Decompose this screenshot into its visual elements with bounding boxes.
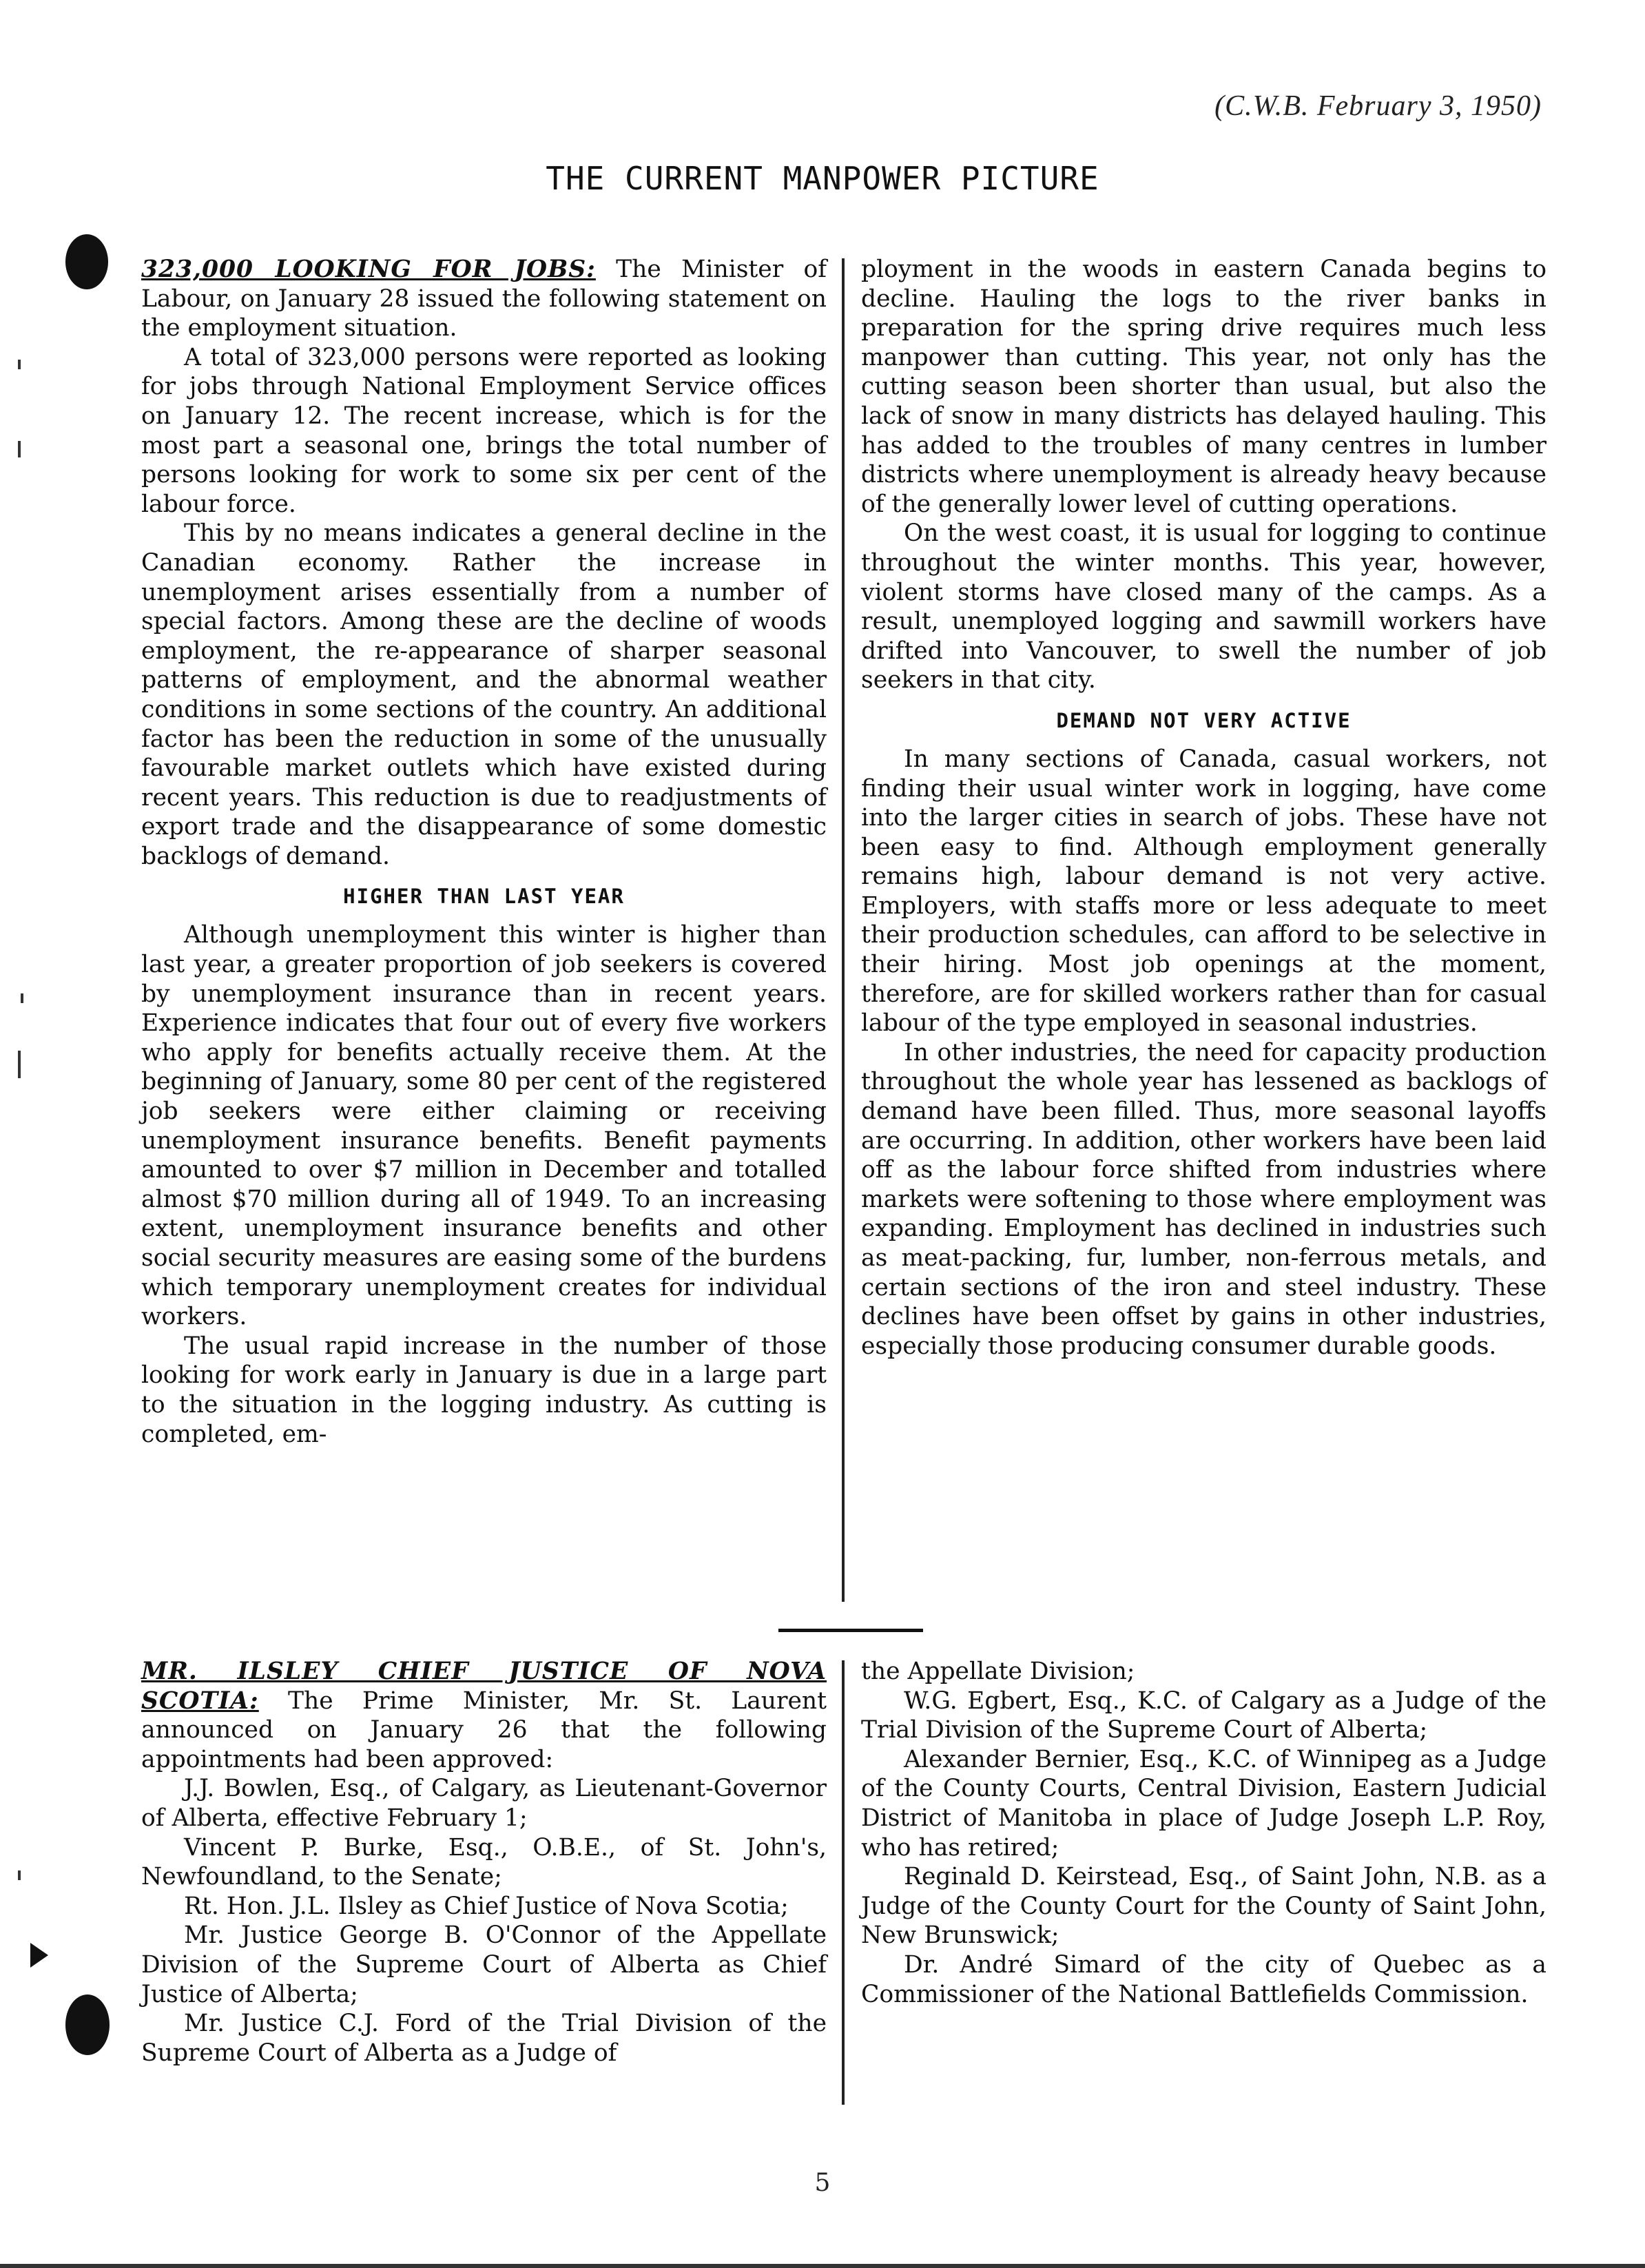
paragraph: This by no means indicates a general decline in the Canadian economy. Rather the increase in unemployment arises essentially from a number of special factors. Among these are the decline of woods employment, the re-appearance of sharper seasonal patterns of employment, and the abnormal weather conditions in some sections of the country. An additional factor has been the reduction in some of the unusually favourable market outlets which have existed during recent years. This reduction is due to readjustments of export trade and the disappearance of some domestic backlogs of demand.	[141, 519, 827, 870]
margin-tick	[21, 993, 23, 1003]
appointment-item: Vincent P. Burke, Esq., O.B.E., of St. John's, Newfoundland, to the Senate;	[141, 1833, 827, 1891]
column-rule-bottom	[842, 1660, 845, 2105]
article-appointments-right-column	[861, 1657, 1546, 2009]
paragraph: In many sections of Canada, casual workers, not finding their usual winter work in logging, have come into the larger cities in search of jobs. These have not been easy to find. Although employment generally remains high, labour demand is not very active. Employers, with staffs more or less adequate to meet their production schedules, can afford to be selective in their hiring. Most job openings at the moment, therefore, are for skilled workers rather than for casual labour of the type employed in seasonal industries.	[861, 745, 1546, 1038]
appointment-item: Dr. André Simard of the city of Quebec as a Commissioner of the National Battlefields Commission.	[861, 1950, 1546, 2008]
subheading-demand-not-very-active: DEMAND NOT VERY ACTIVE	[1056, 708, 1352, 732]
paragraph: ployment in the woods in eastern Canada begins to decline. Hauling the logs to the river banks in preparation for the spring drive requires much less manpower than cutting. This year, not only has the cutting season been shorter than usual, but also the lack of snow in many districts has delayed hauling. This has added to the troubles of many centres in lumber districts where unemployment is already heavy because of the generally lower level of cutting operations.	[861, 256, 1546, 518]
article-jobs-intro	[141, 255, 827, 343]
appointment-item: Mr. Justice George B. O'Connor of the Appellate Division of the Supreme Court of Alberta as Chief Justice of Alberta;	[141, 1921, 827, 2008]
article-jobs-lead: 323,000 LOOKING FOR JOBS:	[141, 256, 596, 283]
margin-tick	[18, 360, 21, 369]
article-appointments-intro	[141, 1657, 827, 1774]
appointment-item: W.G. Egbert, Esq., K.C. of Calgary as a Judge of the Trial Division of the Supreme Court of Alberta;	[861, 1687, 1546, 1744]
appointment-item: Reginald D. Keirstead, Esq., of Saint John, N.B. as a Judge of the County Court for the County of Saint John, New Brunswick;	[861, 1863, 1546, 1950]
page-number: 5	[814, 2169, 831, 2197]
margin-arrow-mark	[30, 1943, 48, 1968]
appointment-item: Alexander Bernier, Esq., K.C. of Winnipeg as a Judge of the County Courts, Central Division, Eastern Judicial District of Manitoba in place of Judge Joseph L.P. Roy, who has retired;	[861, 1745, 1546, 1862]
scan-bottom-edge	[0, 2264, 1645, 2268]
article-jobs-right-column	[861, 255, 1546, 1361]
appointment-continuation: the Appellate Division;	[861, 1658, 1135, 1685]
paragraph: The usual rapid increase in the number of those looking for work early in January is due in a large part to the situation in the logging industry. As cutting is completed, em-	[141, 1332, 827, 1448]
appointment-item: Mr. Justice C.J. Ford of the Trial Division of the Supreme Court of Alberta as a Judge of	[141, 2010, 827, 2067]
article-appointments-left-column	[141, 1657, 827, 2068]
appointment-item: J.J. Bowlen, Esq., of Calgary, as Lieutenant-Governor of Alberta, effective February 1;	[141, 1775, 827, 1832]
article-jobs-left-column	[141, 255, 827, 1449]
paragraph: On the west coast, it is usual for logging to continue throughout the winter months. This year, however, violent storms have closed many of the camps. As a result, unemployed logging and sawmill workers have drifted into Vancouver, to swell the number of job seekers in that city.	[861, 519, 1546, 694]
column-rule-top	[842, 258, 845, 1602]
margin-tick	[18, 1870, 21, 1880]
margin-tick	[18, 441, 21, 457]
article-appointments-lead: MR. ILSLEY CHIEF JUSTICE OF NOVA SCOTIA:	[141, 1658, 827, 1715]
paragraph: Although unemployment this winter is higher than last year, a greater proportion of job seekers is covered by unemployment insurance than in recent years. Experience indicates that four out of every five workers who apply for benefits actually receive them. At the beginning of January, some 80 per cent of the registered job seekers were either claiming or receiving unemployment insurance benefits. Benefit payments amounted to over $7 million in December and totalled almost $70 million during all of 1949. To an increasing extent, unemployment insurance benefits and other social security measures are easing some of the burdens which temporary unemployment creates for individual workers.	[141, 921, 827, 1331]
article-jobs-intro-text: The Minister of Labour, on January 28 issued the following statement on the employment situation.	[141, 256, 827, 342]
margin-blot-bottom	[65, 1994, 110, 2055]
dateline: (C.W.B. February 3, 1950)	[1214, 90, 1542, 122]
margin-tick	[18, 1051, 21, 1078]
article-appointments-intro-text: The Prime Minister, Mr. St. Laurent announced on January 26 that the following appointments had been approved:	[141, 1687, 827, 1773]
section-divider	[778, 1629, 923, 1632]
paragraph: In other industries, the need for capacity production throughout the whole year has lessened as backlogs of demand have been filled. Thus, more seasonal layoffs are occurring. In addition, other workers have been laid off as the labour force shifted from industries where markets were softening to those where employment was expanding. Employment has declined in industries such as meat-packing, fur, lumber, non-ferrous metals, and certain sections of the iron and steel industry. These declines have been offset by gains in other industries, especially those producing consumer durable goods.	[861, 1038, 1546, 1360]
paragraph: A total of 323,000 persons were reported as looking for jobs through National Employment Service offices on January 12. The recent increase, which is for the most part a seasonal one, brings the total number of persons looking for work to some six per cent of the labour force.	[141, 343, 827, 518]
page-title: THE CURRENT MANPOWER PICTURE	[546, 160, 1099, 197]
margin-blot-top	[65, 234, 108, 289]
appointment-item: Rt. Hon. J.L. Ilsley as Chief Justice of Nova Scotia;	[184, 1892, 789, 1920]
subheading-higher-than-last-year: HIGHER THAN LAST YEAR	[343, 885, 625, 909]
